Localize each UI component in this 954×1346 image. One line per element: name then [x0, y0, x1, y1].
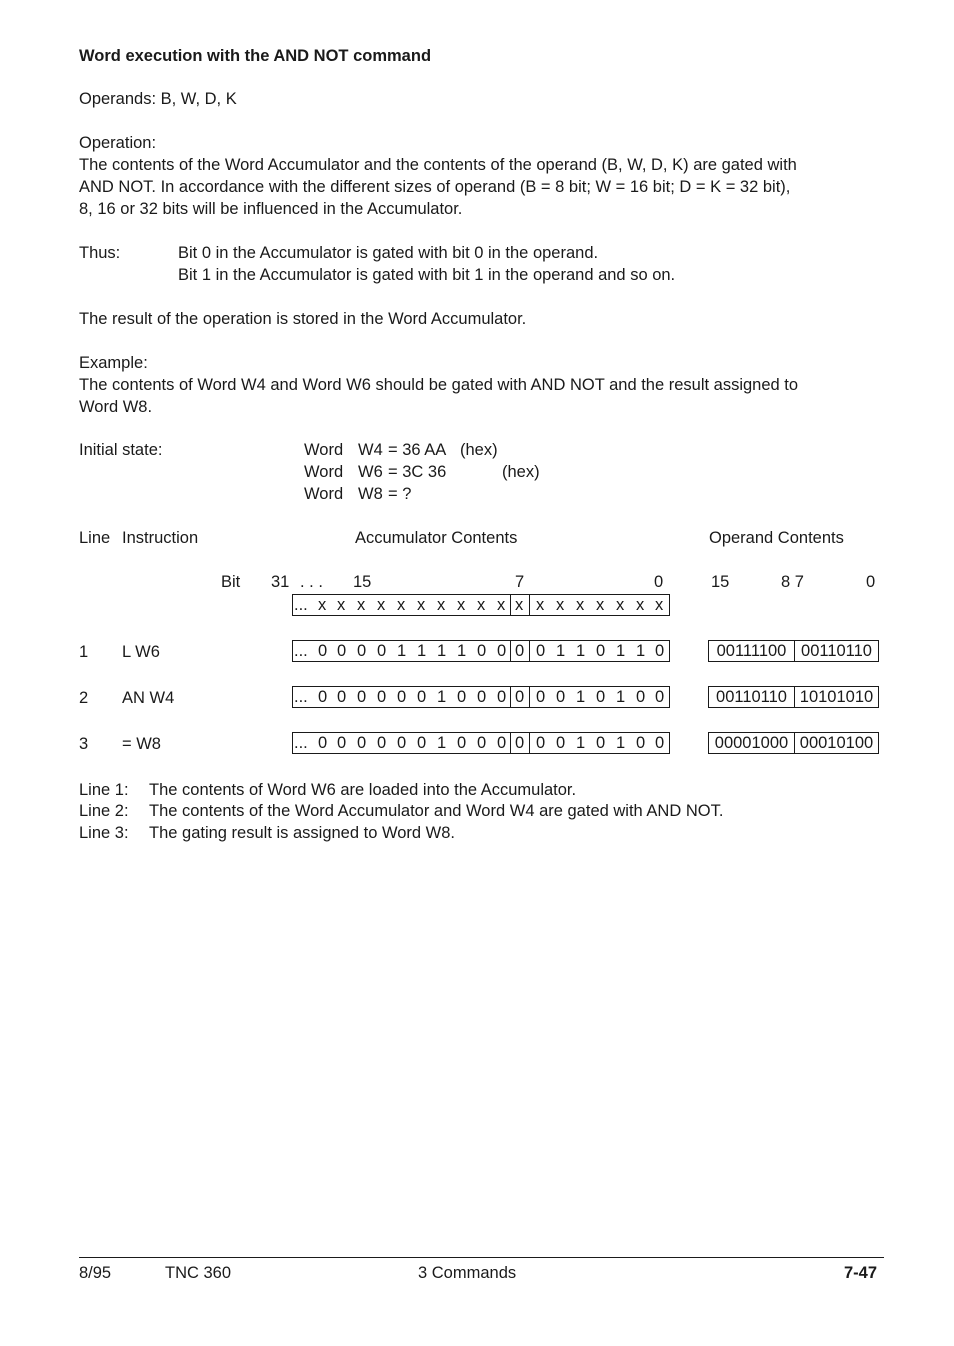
bit-cell: 1 [397, 642, 407, 660]
bit-15-label: 15 [353, 573, 372, 591]
bit-cell: 0 [497, 642, 507, 660]
footer-model: TNC 360 [165, 1264, 232, 1282]
op-bit-0-label: 0 [866, 573, 876, 591]
header-line: Line [79, 529, 111, 547]
bit-cell: 1 [616, 688, 626, 706]
operand-low-byte: 00010100 [799, 734, 874, 752]
bit-dots-label: . . . [300, 573, 323, 591]
bit-cell: 0 [477, 734, 487, 752]
bit-cell: 0 [477, 642, 487, 660]
bit-cell: x [497, 596, 506, 614]
accumulator-contents-box [292, 732, 670, 754]
bit-cell: 1 [616, 642, 626, 660]
bit-7-cell: 0 [515, 734, 525, 752]
bit-cell: 0 [655, 734, 665, 752]
bit-divider [529, 733, 530, 753]
bit-cell: 0 [377, 642, 387, 660]
header-accumulator: Accumulator Contents [355, 529, 518, 547]
op-bit-15-label: 15 [711, 573, 730, 591]
initial-state-label: Initial state: [79, 441, 163, 459]
bit-cell: 0 [337, 642, 347, 660]
bit-cell: 0 [556, 734, 566, 752]
bit-cell: 0 [337, 688, 347, 706]
bit-cell: x [337, 596, 346, 614]
note-label: Line 3: [79, 824, 129, 842]
state-name: W8 [358, 485, 383, 503]
bit-cell: 0 [357, 688, 367, 706]
ellipsis: ... [294, 688, 308, 706]
footer-rule [79, 1257, 884, 1258]
operand-contents-box [708, 686, 879, 708]
bit-cell: 0 [417, 688, 427, 706]
operation-line: 8, 16 or 32 bits will be influenced in the Accumulator. [79, 200, 463, 218]
bit-cell: 1 [636, 642, 646, 660]
bit-cell: 1 [437, 734, 447, 752]
row-instruction: L W6 [122, 643, 160, 661]
bit-0-label: 0 [654, 573, 664, 591]
bit-31-label: 31 [271, 573, 290, 591]
bit-divider [510, 641, 511, 661]
footer-page-number: 7-47 [844, 1264, 878, 1282]
state-word: Word [304, 463, 344, 481]
state-value: = 36 AA [388, 441, 447, 459]
bit-divider [510, 733, 511, 753]
bit-cell: x [596, 596, 605, 614]
bit-cell: 0 [596, 642, 606, 660]
result-text: The result of the operation is stored in the Word Accumulator. [79, 310, 527, 328]
bit-cell: 0 [337, 734, 347, 752]
example-heading: Example: [79, 354, 148, 372]
bit-cell: 0 [457, 688, 467, 706]
ellipsis: ... [294, 734, 308, 752]
note-text: The gating result is assigned to Word W8. [149, 824, 456, 842]
operand-contents-box [708, 732, 879, 754]
bit-cell: x [377, 596, 386, 614]
operand-low-byte: 10101010 [799, 688, 874, 706]
bit-cell: 0 [556, 688, 566, 706]
bit-cell: 1 [576, 642, 586, 660]
state-name: W6 [358, 463, 383, 481]
note-text: The contents of the Word Accumulator and Word W4 are gated with AND NOT. [149, 802, 724, 820]
bit-cell: 0 [457, 734, 467, 752]
row-line-number: 3 [79, 735, 89, 753]
operand-high-byte: 00111100 [716, 642, 787, 660]
thus-line: Bit 1 in the Accumulator is gated with bit 1 in the operand and so on. [178, 266, 676, 284]
bit-7-label: 7 [515, 573, 525, 591]
bit-7-cell: 0 [515, 688, 525, 706]
ellipsis: ... [294, 642, 308, 660]
accumulator-contents-box [292, 640, 670, 662]
bit-cell: 1 [417, 642, 427, 660]
row-line-number: 1 [79, 643, 89, 661]
example-line: Word W8. [79, 398, 153, 416]
accumulator-pattern-box [292, 594, 670, 616]
bit-cell: x [417, 596, 426, 614]
operation-line: The contents of the Word Accumulator and the contents of the operand (B, W, D, K) are gated with [79, 156, 797, 174]
bit-cell: 0 [318, 688, 328, 706]
bit-cell: 1 [437, 642, 447, 660]
bit-cell: x [318, 596, 327, 614]
bit-7-cell: 0 [515, 642, 525, 660]
bit-cell: 0 [655, 688, 665, 706]
row-line-number: 2 [79, 689, 89, 707]
state-word: Word [304, 485, 344, 503]
bit-cell: x [616, 596, 625, 614]
operand-high-byte: 00001000 [714, 734, 789, 752]
bit-cell: 1 [437, 688, 447, 706]
header-operand: Operand Contents [709, 529, 844, 547]
bit-cell: 0 [497, 734, 507, 752]
bit-cell: 1 [616, 734, 626, 752]
ellipsis: ... [294, 596, 308, 614]
page-title: Word execution with the AND NOT command [79, 47, 432, 65]
bit-cell: 0 [536, 642, 546, 660]
bit-cell: x [655, 596, 664, 614]
bit-cell: 0 [536, 688, 546, 706]
header-instruction: Instruction [122, 529, 199, 547]
bit-divider [529, 641, 530, 661]
bit-cell: 0 [477, 688, 487, 706]
bit-cell: 0 [397, 734, 407, 752]
operand-high-byte: 00110110 [716, 688, 787, 706]
thus-label: Thus: [79, 244, 121, 262]
op-bit-87-label: 8 7 [781, 573, 804, 591]
bit-cell: 0 [536, 734, 546, 752]
note-label: Line 2: [79, 802, 129, 820]
bit-cell: 1 [576, 688, 586, 706]
footer-date: 8/95 [79, 1264, 112, 1282]
state-value: = ? [388, 485, 412, 503]
bit-cell: 0 [357, 734, 367, 752]
bit-cell: x [536, 596, 545, 614]
bit-cell: 1 [576, 734, 586, 752]
bit-cell: x [556, 596, 565, 614]
bit-cell: x [576, 596, 585, 614]
bit-cell: 0 [318, 734, 328, 752]
bit-cell: 0 [397, 688, 407, 706]
operand-contents-box [708, 640, 879, 662]
bit-divider [510, 595, 511, 615]
state-name: W4 [358, 441, 383, 459]
bit-cell: 0 [417, 734, 427, 752]
operation-heading: Operation: [79, 134, 157, 152]
bit-cell: x [457, 596, 466, 614]
bit-cell: 0 [318, 642, 328, 660]
bit-cell: x [397, 596, 406, 614]
bit-cell: 0 [636, 734, 646, 752]
row-instruction: AN W4 [122, 689, 175, 707]
bit-cell: x [636, 596, 645, 614]
bit-cell: x [357, 596, 366, 614]
example-line: The contents of Word W4 and Word W6 should be gated with AND NOT and the result assigned to [79, 376, 799, 394]
bit-cell: 0 [377, 688, 387, 706]
state-word: Word [304, 441, 344, 459]
bit-7-cell: x [515, 596, 524, 614]
row-instruction: = W8 [122, 735, 161, 753]
bit-cell: 0 [497, 688, 507, 706]
footer-chapter: 3 Commands [418, 1264, 517, 1282]
bit-divider [529, 595, 530, 615]
bit-cell: 0 [596, 688, 606, 706]
bit-cell: 1 [556, 642, 566, 660]
state-value: = 3C 36 [388, 463, 447, 481]
operands-text: Operands: B, W, D, K [79, 90, 237, 108]
operation-line: AND NOT. In accordance with the different sizes of operand (B = 8 bit; W = 16 bit; D = K = 32 bit), [79, 178, 791, 196]
bit-cell: 0 [655, 642, 665, 660]
bit-cell: x [437, 596, 446, 614]
bit-divider [529, 687, 530, 707]
bit-cell: 0 [596, 734, 606, 752]
accumulator-contents-box [292, 686, 670, 708]
bit-cell: 0 [636, 688, 646, 706]
bit-cell: 0 [377, 734, 387, 752]
bit-cell: 1 [457, 642, 467, 660]
bit-label: Bit [221, 573, 241, 591]
note-label: Line 1: [79, 781, 129, 799]
bit-cell: 0 [357, 642, 367, 660]
thus-line: Bit 0 in the Accumulator is gated with bit 0 in the operand. [178, 244, 599, 262]
operand-low-byte: 00110110 [801, 642, 872, 660]
state-unit: (hex) [502, 463, 540, 481]
bit-cell: x [477, 596, 486, 614]
state-unit: (hex) [460, 441, 498, 459]
bit-divider [510, 687, 511, 707]
note-text: The contents of Word W6 are loaded into the Accumulator. [149, 781, 577, 799]
